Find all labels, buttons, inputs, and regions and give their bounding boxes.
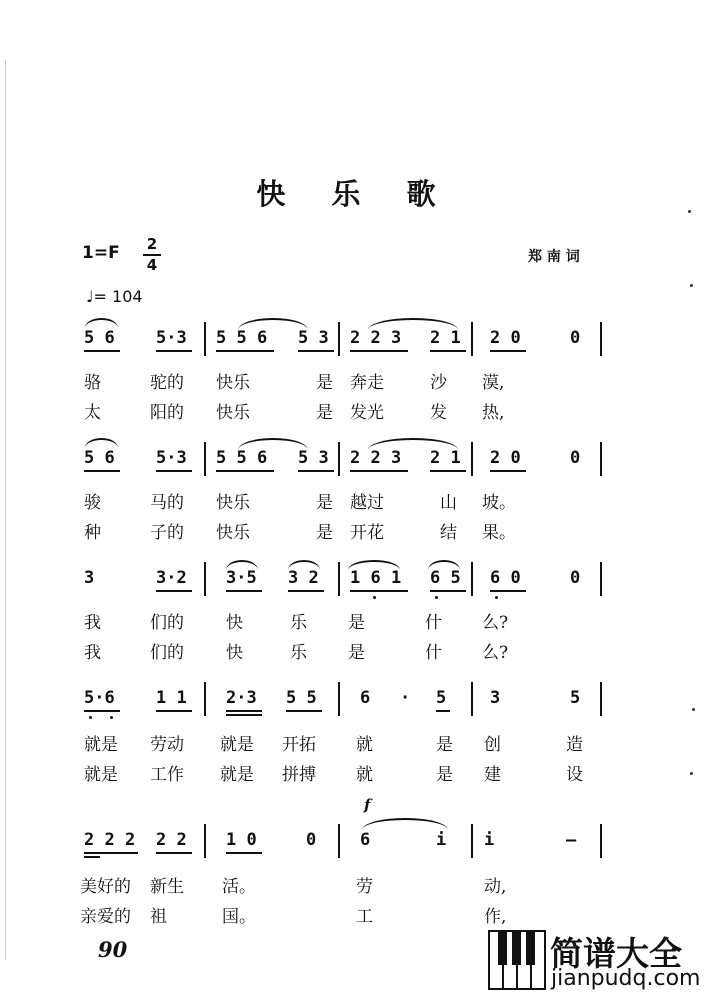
note-group: — [566,830,577,850]
barline [338,322,340,356]
note-group: 0 [570,568,581,588]
slur [85,438,118,448]
barline [204,824,206,858]
barline [471,322,473,356]
underline-beam [430,590,466,592]
lyric: 沙 [430,373,447,393]
scan-speck [688,210,691,213]
lyric: 我 [84,613,101,633]
lyric: 劳 [356,877,373,897]
note-group: 3 2 [288,568,319,588]
barline [204,322,206,356]
note-group: 1 0 [226,830,257,850]
lyric: 发光 [350,403,384,423]
lyric: 是 [436,765,453,785]
lyric: 作, [484,907,507,927]
barline [338,442,340,476]
lyric: 拼搏 [282,765,316,785]
barline [600,442,602,476]
note-group: 6 0 [490,568,521,588]
barline [600,562,602,596]
lyric: 太 [84,403,101,423]
barline [471,562,473,596]
lyric: 我 [84,643,101,663]
note-group: 5 5 6 [216,448,268,468]
note-group: 5 5 [286,688,317,708]
underline-beam [156,710,192,712]
lyric: 造 [566,735,583,755]
underline-beam [490,350,526,352]
time-signature-top: 2 [146,235,158,253]
note-group: 6 [360,830,371,850]
lyric: 子的 [150,523,184,543]
lyric: 美好的 [80,877,131,897]
lyric: 就 [356,735,373,755]
note-group: 5 [570,688,581,708]
lyric: 乐 [290,613,307,633]
underline-beam [216,350,274,352]
song-title: 快 乐 歌 [256,177,454,211]
underline-beam [84,852,138,854]
low-octave-dot [495,596,498,599]
underline-beam [350,590,408,592]
barline [600,322,602,356]
note-group: 0 [570,448,581,468]
lyric: 快乐 [216,523,250,543]
barline [338,824,340,858]
lyric: 越过 [350,493,384,513]
piano-keys-icon [488,930,546,990]
barline [471,682,473,716]
slur [85,318,118,328]
underline-beam [226,710,262,712]
note-group: 2 0 [490,328,521,348]
lyric: 工 [356,907,373,927]
barline [204,562,206,596]
note-group: 2·3 [226,688,257,708]
underline-beam [286,710,322,712]
lyric: 骆 [84,373,101,393]
note-group: 5 5 6 [216,328,268,348]
note-group: 3·5 [226,568,257,588]
note-group: 0 [570,328,581,348]
underline-beam [216,470,274,472]
lyric: 什 [425,613,442,633]
barline [338,682,340,716]
note-group: i [484,830,495,850]
underline-beam [226,852,262,854]
lyric: 么? [482,643,509,663]
lyric: 是 [316,493,333,513]
lyric: 什 [425,643,442,663]
note-group: 0 [306,830,317,850]
barline [471,824,473,858]
underline-beam [226,590,262,592]
lyric: 就 [356,765,373,785]
note-group: 2 2 3 [350,448,402,468]
lyric: 奔走 [350,373,384,393]
scan-speck [692,708,695,711]
lyric: 新生 [150,877,184,897]
lyric: 就是 [220,735,254,755]
underline-beam [156,350,192,352]
underline-beam [298,470,334,472]
note-group: 3 [84,568,95,588]
underline-beam [350,350,408,352]
lyric: 祖 [150,907,167,927]
lyric: 快 [226,643,243,663]
lyric: 快乐 [216,373,250,393]
underline-beam [288,590,324,592]
low-octave-dot [110,716,113,719]
lyric: 乐 [290,643,307,663]
lyric: 是 [436,735,453,755]
watermark-logo [488,928,708,994]
note-group: 5·3 [156,448,187,468]
underline-beam [436,710,450,712]
low-octave-dot [373,596,376,599]
lyric: 热, [482,403,505,423]
note-group: 3 [490,688,501,708]
lyric: 活。 [222,877,256,897]
note-group: 1 1 [156,688,187,708]
lyric: 就是 [84,765,118,785]
lyric: 工作 [150,765,184,785]
lyric: 是 [316,403,333,423]
lyric: 是 [316,373,333,393]
lyric: 阳的 [150,403,184,423]
low-octave-dot [435,596,438,599]
lyric: 们的 [150,613,184,633]
note-group: 2 1 [430,328,461,348]
dynamic-forte: f [364,796,371,814]
underline-beam [84,350,120,352]
lyric: 是 [348,613,365,633]
lyric: 驼的 [150,373,184,393]
lyric: 坡。 [482,493,516,513]
watermark-brand: 简谱大全 [550,934,682,973]
barline [471,442,473,476]
lyric: 结 [440,523,457,543]
note-group: 5 6 [84,448,115,468]
time-signature [143,236,161,274]
lyric: 漠, [482,373,505,393]
lyric: 是 [348,643,365,663]
lyric: 快乐 [216,403,250,423]
underline-beam [156,590,192,592]
lyric: 山 [440,493,457,513]
underline-beam [226,714,262,716]
note-group: 2 1 [430,448,461,468]
lyric: 果。 [482,523,516,543]
lyric: 骏 [84,493,101,513]
note-group: 5 3 [298,448,329,468]
scan-speck [690,772,693,775]
underline-beam [350,470,408,472]
note-group: 5 3 [298,328,329,348]
slur [362,818,448,830]
note-group: 5·6 [84,688,115,708]
lyric: 快乐 [216,493,250,513]
lyric: 亲爱的 [80,907,131,927]
lyric: 开花 [350,523,384,543]
barline [600,682,602,716]
underline-beam [430,350,466,352]
low-octave-dot [89,716,92,719]
note-group: 3·2 [156,568,187,588]
time-signature-bottom: 4 [146,256,158,274]
underline-beam [298,350,334,352]
barline [204,442,206,476]
lyric: 设 [566,765,583,785]
underline-beam [156,852,192,854]
lyric: 开拓 [282,735,316,755]
barline [338,562,340,596]
watermark-url: jianpudq.com [551,966,701,991]
lyric: 发 [430,403,447,423]
note-group: 5·3 [156,328,187,348]
note-group: 2 2 3 [350,328,402,348]
lyric: 快 [226,613,243,633]
lyric: 马的 [150,493,184,513]
note-group: · [400,688,411,708]
note-group: 2 2 [156,830,187,850]
scan-speck [690,284,693,287]
underline-beam [156,470,192,472]
underline-beam [490,590,526,592]
lyric: 动, [484,877,507,897]
underline-beam [430,470,466,472]
tempo-marking: ♩= 104 [86,287,143,306]
barline [204,682,206,716]
note-group: i [436,830,447,850]
underline-beam [84,856,100,858]
lyric: 劳动 [150,735,184,755]
lyric: 们的 [150,643,184,663]
note-group: 1 6 1 [350,568,402,588]
underline-beam [84,470,120,472]
lyric: 么? [482,613,509,633]
note-group: 6 5 [430,568,461,588]
lyric: 种 [84,523,101,543]
barline [600,824,602,858]
lyric: 就是 [84,735,118,755]
key-signature: 1=F [82,243,120,263]
lyric: 是 [316,523,333,543]
note-group: 2 0 [490,448,521,468]
note-group: 5 6 [84,328,115,348]
page-number: 90 [98,937,128,962]
lyric: 就是 [220,765,254,785]
note-group: 6 [360,688,371,708]
lyric: 建 [484,765,501,785]
lyric: 创 [484,735,501,755]
lyric: 国。 [222,907,256,927]
note-group: 5 [436,688,447,708]
lyricist-credit: 郑 南 词 [528,249,580,265]
underline-beam [84,710,120,712]
underline-beam [490,470,526,472]
note-group: 2 2 2 [84,830,136,850]
